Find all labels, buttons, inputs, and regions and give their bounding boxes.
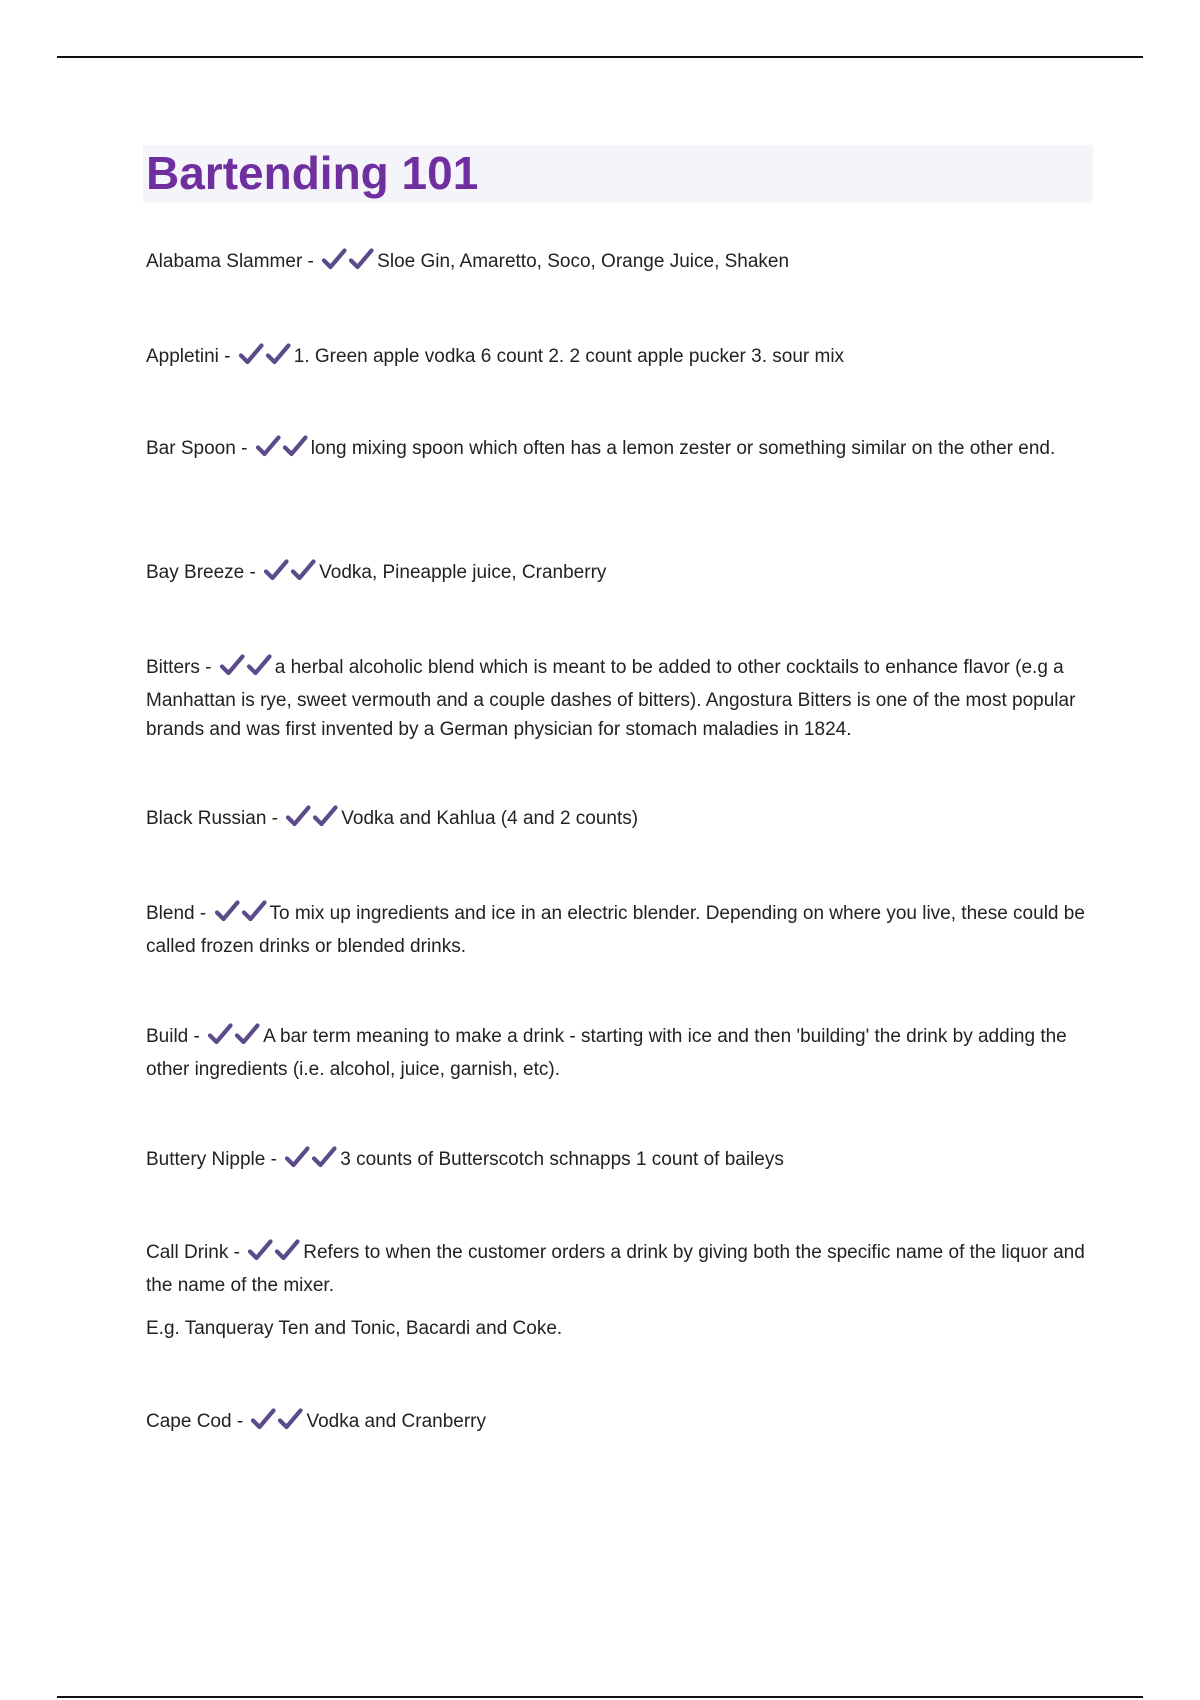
entry-definition: Vodka and Kahlua (4 and 2 counts): [341, 808, 639, 829]
entry-text: [146, 342, 1086, 375]
check-icon: [219, 653, 246, 677]
check-icons: [250, 1407, 304, 1440]
bottom-rule: [57, 1696, 1143, 1698]
check-icons: [238, 342, 292, 375]
entry-definition: long mixing spoon which often has a lemon zester or something similar on the other end.: [310, 438, 1056, 459]
entry-text: [146, 1145, 1086, 1178]
entry-separator: -: [244, 562, 262, 583]
entry-text: [146, 434, 1086, 467]
entry-separator: -: [194, 903, 212, 924]
check-icon: [250, 1407, 277, 1431]
entry-blend: [146, 899, 1086, 961]
entry-term: Cape Cod: [146, 1411, 232, 1432]
check-icon: [234, 1022, 261, 1046]
entry-separator: -: [188, 1026, 206, 1047]
check-icon: [246, 653, 273, 677]
check-icon: [241, 899, 268, 923]
entry-definition: Refers to when the customer orders a drink by giving both the specific name of the liquor and the name of the mixer.: [146, 1242, 1085, 1296]
entry-term: Alabama Slammer: [146, 251, 303, 272]
entry-cape-cod: [146, 1407, 1086, 1440]
entry-term: Black Russian: [146, 808, 267, 829]
entry-definition: Sloe Gin, Amaretto, Soco, Orange Juice, Shaken: [377, 251, 790, 272]
entry-text: [146, 247, 1086, 280]
entry-text: [146, 899, 1086, 961]
entry-appletini: [146, 342, 1086, 375]
entry-definition: 3 counts of Butterscotch schnapps 1 count of baileys: [340, 1149, 784, 1170]
entry-separator: -: [266, 808, 284, 829]
entry-separator: -: [218, 346, 236, 367]
entry-term: Bay Breeze: [146, 562, 245, 583]
entry-term: Buttery Nipple: [146, 1149, 266, 1170]
check-icon: [277, 1407, 304, 1431]
check-icon: [263, 558, 290, 582]
entry-alabama-slammer: [146, 247, 1086, 280]
check-icon: [285, 804, 312, 828]
entry-text: [146, 1022, 1086, 1084]
entry-definition: To mix up ingredients and ice in an electric blender. Depending on where you live, these could be called frozen drinks or blended drinks.: [146, 903, 1085, 957]
entry-separator: -: [231, 1411, 249, 1432]
check-icons: [284, 1145, 338, 1178]
entry-term: Appletini: [146, 346, 219, 367]
check-icon: [207, 1022, 234, 1046]
page-title: Bartending 101: [146, 147, 479, 199]
entry-call-drink: [146, 1238, 1086, 1343]
entry-term: Build: [146, 1026, 189, 1047]
check-icons: [207, 1022, 261, 1055]
entry-definition: A bar term meaning to make a drink - starting with ice and then 'building' the drink by adding the other ingredients (i.e. alcohol, juice, garnish, etc).: [146, 1026, 1067, 1080]
entry-separator: -: [265, 1149, 283, 1170]
check-icons: [247, 1238, 301, 1271]
entry-separator: -: [302, 251, 320, 272]
check-icon: [282, 434, 309, 458]
entry-text: [146, 804, 1086, 837]
entry-text: [146, 1407, 1086, 1440]
check-icon: [284, 1145, 311, 1169]
entry-bar-spoon: [146, 434, 1086, 467]
entry-term: Bitters: [146, 657, 200, 678]
entry-separator: -: [235, 438, 253, 459]
check-icon: [274, 1238, 301, 1262]
check-icon: [255, 434, 282, 458]
entry-definition: 1. Green apple vodka 6 count 2. 2 count apple pucker 3. sour mix: [293, 346, 845, 367]
check-icons: [255, 434, 309, 467]
entry-definition: a herbal alcoholic blend which is meant to be added to other cocktails to enhance flavor (e.g a Manhattan is rye, sweet vermouth and a couple dashes of bitters). Angostura Bitters is one of the most popular brands and was first invented by a German physician for stomach maladies in 1824.: [146, 657, 1076, 740]
entry-build: [146, 1022, 1086, 1084]
entry-definition: Vodka and Cranberry: [306, 1411, 487, 1432]
entry-bitters: [146, 653, 1086, 744]
top-rule: [57, 56, 1143, 58]
entry-separator: -: [199, 657, 217, 678]
check-icons: [219, 653, 273, 686]
check-icons: [263, 558, 317, 591]
entry-text: [146, 653, 1086, 744]
check-icon: [214, 899, 241, 923]
check-icon: [311, 1145, 338, 1169]
check-icons: [214, 899, 268, 932]
check-icon: [290, 558, 317, 582]
entry-term: Blend: [146, 903, 195, 924]
check-icon: [312, 804, 339, 828]
check-icon: [247, 1238, 274, 1262]
entry-black-russian: [146, 804, 1086, 837]
entry-bay-breeze: [146, 558, 1086, 591]
entry-separator: -: [228, 1242, 246, 1263]
entry-example: E.g. Tanqueray Ten and Tonic, Bacardi and Coke.: [146, 1318, 563, 1339]
entry-term: Bar Spoon: [146, 438, 236, 459]
entry-text: [146, 1238, 1086, 1300]
entry-definition: Vodka, Pineapple juice, Cranberry: [319, 562, 607, 583]
entry-text: [146, 558, 1086, 591]
check-icon: [348, 247, 375, 271]
entry-buttery-nipple: [146, 1145, 1086, 1178]
check-icon: [238, 342, 265, 366]
entry-term: Call Drink: [146, 1242, 229, 1263]
check-icons: [285, 804, 339, 837]
check-icons: [321, 247, 375, 280]
check-icon: [321, 247, 348, 271]
check-icon: [265, 342, 292, 366]
